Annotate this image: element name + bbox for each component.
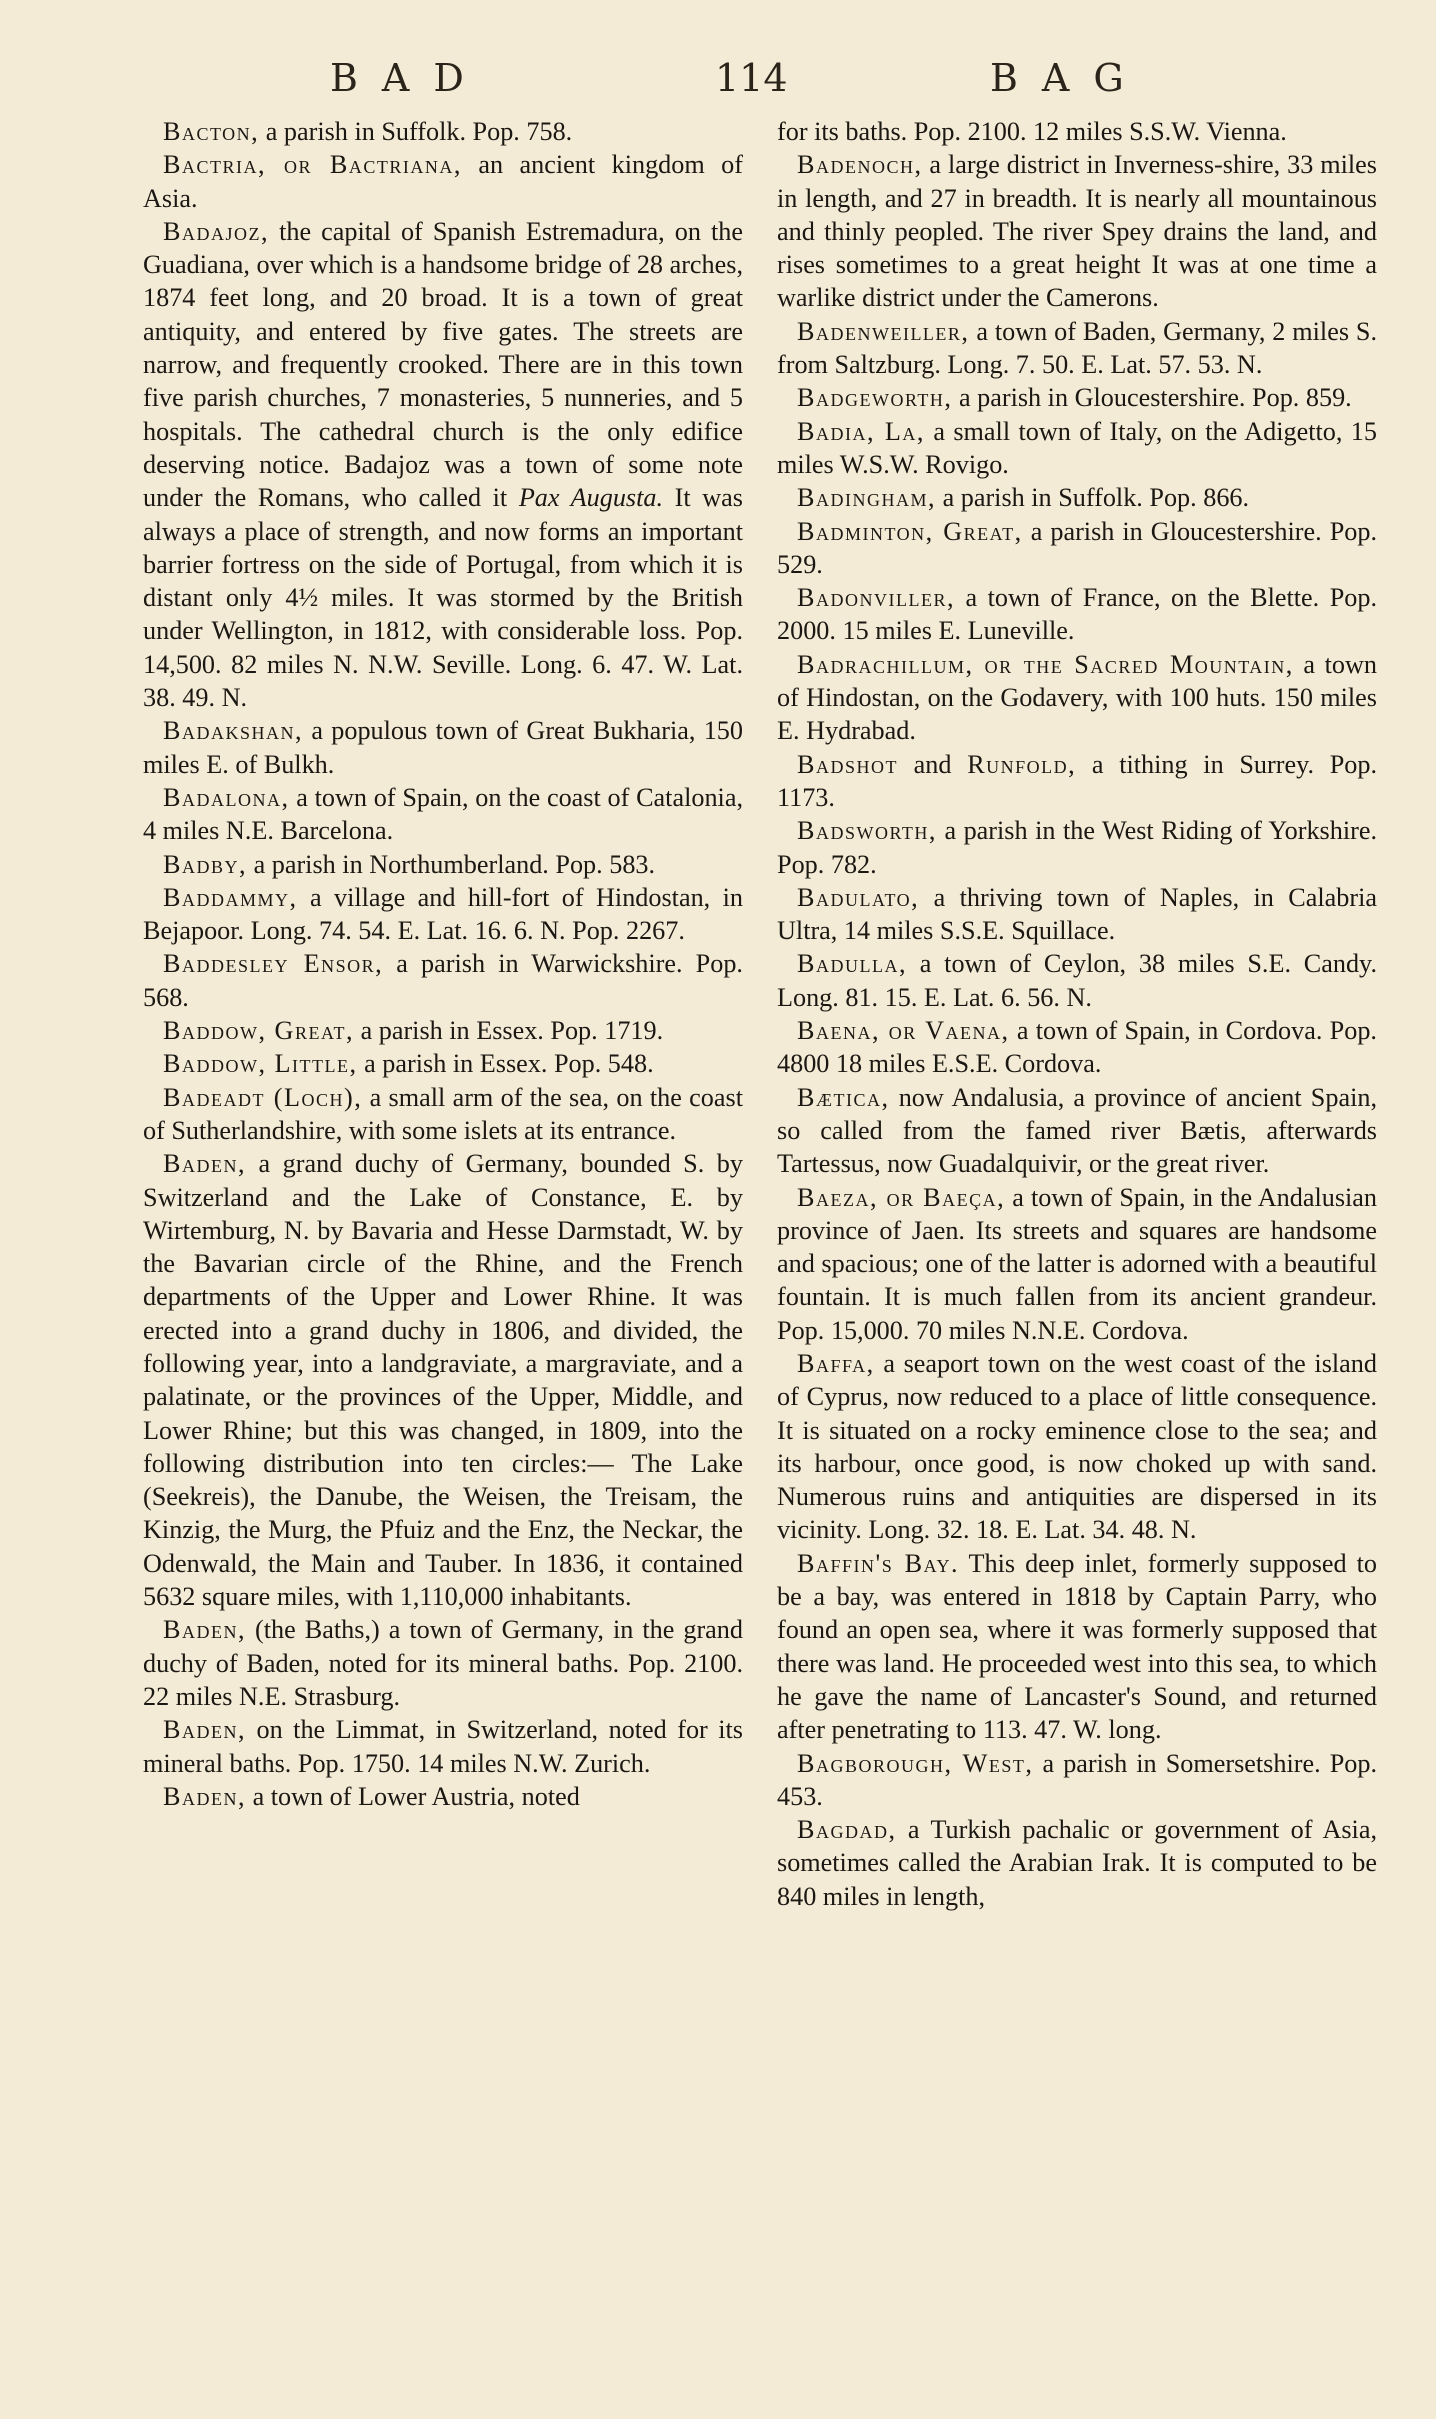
dictionary-entry [143,881,743,948]
dictionary-entry [143,148,743,215]
entry-text: (the Baths,) a town of Germany, in the grand duchy of Baden, noted for its mineral baths. Pop. 2100. 22 miles N.E. Strasburg. [143,1615,743,1711]
entry-headword: Badonviller, [797,583,955,613]
entry-text: a parish in Gloucestershire. Pop. 859. [952,383,1352,413]
dictionary-entry [143,1780,743,1813]
entry-text: a populous town of Great Bukharia, 150 miles E. of Bulkh. [143,716,743,779]
dictionary-entry [777,1181,1377,1347]
dictionary-entry [777,115,1377,148]
entry-headword: Bacton, [163,117,260,146]
entry-text: a large district in Inverness-shire, 33 miles in length, and 27 in breadth. It is nearly all mountainous and thinly peopled. The river Spey drains the land, and rises sometimes to a great height It was at one time a warlike district under the Camerons. [777,150,1377,313]
dictionary-entry [143,215,743,714]
page-number: 114 [715,56,788,100]
entry-headword: Bagdad, [797,1815,897,1845]
entry-text: a thriving town of Naples, in Calabria Ultra, 14 miles S.S.E. Squillace. [777,882,1377,946]
entry-text: a parish in Northumberland. Pop. 583. [247,849,656,879]
dictionary-entry [777,581,1377,648]
dictionary-entry [777,814,1377,881]
entry-headword: Bactria, or Bactriana, [163,150,462,180]
dictionary-entry [777,748,1377,815]
entry-headword: Badminton, Great, [797,516,1023,546]
entry-text: a parish in the West Riding of Yorkshire. Pop. 782. [777,816,1377,879]
entry-headword: Baena, or Vaena, [797,1016,1010,1046]
entry-headword: Badenoch, [797,150,923,180]
entry-text: a tithing in Surrey. Pop. 1173. [777,749,1377,812]
entry-headword: Badrachillum, or the Sacred Mountain, [797,649,1294,679]
entry-text: a town of Spain, in the Andalusian province of Jaen. Its streets and squares are handsome and spacious; one of the latter is adorned with a beautiful fountain. It is much fallen from its ancient grandeur. Pop. 15,000. 70 miles N.N.E. Cordova. [777,1182,1377,1345]
entry-headword: Badulato, [797,882,920,912]
dictionary-entry [143,1014,743,1047]
dictionary-entry [143,1147,743,1613]
entry-text: a town of Ceylon, 38 miles S.E. Candy. Long. 81. 15. E. Lat. 6. 56. N. [777,949,1377,1012]
entry-text: the capital of Spanish Estremadura, on the Guadiana, over which is a handsome bridge of 28 arches, 1874 feet long, and 20 broad. It is a town of great antiquity, and entered by five gates. The streets are narrow, and frequently crooked. There are in this town five parish churches, 7 monasteries, 5 nunneries, and 5 hospitals. The cathedral church is the only edifice deserving notice. Badajoz was a town of some note under the Romans, who called it [143,216,743,513]
dictionary-entry [777,947,1377,1014]
dictionary-entry [777,415,1377,482]
entry-headword: Runfold, [967,749,1077,779]
entry-text: a parish in Suffolk. Pop. 758. [259,117,573,146]
entry-text: a parish in Suffolk. Pop. 866. [936,483,1250,513]
entry-headword: Badenweiller, [797,316,970,346]
entry-headword: Badsworth, [797,816,937,846]
entry-text: now Andalusia, a province of ancient Spain, so called from the famed river Bætis, afterwards Tartessus, now Guadalquivir, or the great river. [777,1082,1377,1179]
entry-text: a town of France, on the Blette. Pop. 2000. 15 miles E. Luneville. [777,583,1377,646]
entry-headword: Baeza, or Baeça, [797,1182,1006,1212]
entry-headword: Baden, [163,1781,247,1811]
dictionary-entry [777,381,1377,414]
entry-headword: Badby, [163,849,248,879]
entry-headword: Badalona, [163,782,290,812]
entry-text: a town of Spain, in Cordova. Pop. 4800 18 miles E.S.E. Cordova. [777,1016,1377,1079]
entry-text: an ancient kingdom of Asia. [143,150,743,213]
header-left-word: BAD [330,56,488,100]
entry-headword: Baddow, Little, [163,1049,358,1079]
entry-text: for its baths. Pop. 2100. 12 miles S.S.W. Vienna. [777,117,1287,146]
entry-text: a village and hill-fort of Hindostan, in Bejapoor. Long. 74. 54. E. Lat. 16. 6. N. Pop. 2267. [143,882,743,946]
dictionary-entry [143,947,743,1014]
entry-text: a seaport town on the west coast of the island of Cyprus, now reduced to a place of little consequence. It is situated on a rocky eminence close to the sea; and its harbour, once good, is now choked up with sand. Numerous ruins and antiquities are dispersed in its vicinity. Long. 32. 18. E. Lat. 34. 48. N. [777,1348,1377,1545]
entry-text: and [897,749,968,779]
header-right-word: BAG [990,56,1148,100]
entry-text: a small arm of the sea, on the coast of Sutherlandshire, with some islets at its entrance. [143,1082,743,1145]
entry-headword: Bætica, [797,1082,890,1112]
dictionary-entry [777,1813,1377,1913]
dictionary-entry [143,115,743,148]
entry-headword: Baden, [163,1615,247,1645]
dictionary-entry [777,515,1377,582]
entry-text: a parish in Essex. Pop. 548. [357,1049,654,1079]
entry-italic-text: Pax Augusta. [518,483,664,513]
entry-text: a parish in Essex. Pop. 1719. [354,1016,664,1046]
dictionary-entry [777,648,1377,748]
entry-headword: Badulla, [797,949,908,979]
dictionary-entry [777,1347,1377,1547]
entry-headword: Baddammy, [163,882,298,912]
dictionary-entry [143,1047,743,1080]
entry-headword: Badgeworth, [797,383,953,413]
entry-headword: Baden, [163,1149,247,1179]
entry-text: This deep inlet, formerly supposed to be a bay, was entered in 1818 by Captain Parry, who found an open sea, where it was formerly supposed that there was land. He proceeded west into this sea, to which he gave the name of Lancaster's Sound, and returned after penetrating to 113. 47. W. long. [777,1548,1377,1745]
running-header [0,56,1436,106]
entry-text: a town of Baden, Germany, 2 miles S. from Saltzburg. Long. 7. 50. E. Lat. 57. 53. N. [777,316,1377,380]
entry-headword: Badeadt (Loch), [163,1082,363,1112]
entry-text: a town of Hindostan, on the Godavery, with 100 huts. 150 miles E. Hydrabad. [777,649,1377,746]
dictionary-entry [143,1713,743,1780]
entry-text: It was always a place of strength, and now forms an important barrier fortress on the side of Portugal, from which it is distant only 4½ miles. It was stormed by the British under Wellington, in 1812, with considerable loss. Pop. 14,500. 82 miles N. N.W. Seville. Long. 6. 47. W. Lat. 38. 49. N. [143,483,743,713]
dictionary-entry [777,148,1377,314]
dictionary-entry [143,1613,743,1713]
entry-text: a parish in Somersetshire. Pop. 453. [777,1748,1377,1811]
entry-text: a grand duchy of Germany, bounded S. by Switzerland and the Lake of Constance, E. by Wirtemburg, N. by Bavaria and Hesse Darmstadt, W. by the Bavarian circle of the Rhine, and the French departments of the Upper and Lower Rhine. It was erected into a grand duchy in 1806, and divided, the following year, into a landgraviate, a margraviate, and a palatinate, or the provinces of the Upper, Middle, and Lower Rhine; but this was changed, in 1809, into the following distribution into ten circles:— The Lake (Seekreis), the Danube, the Weisen, the Treisam, the Kinzig, the Murg, the Pfuiz and the Enz, the Neckar, the Odenwald, the Main and Tauber. In 1836, it contained 5632 square miles, with 1,110,000 inhabitants. [143,1149,743,1612]
dictionary-entry [777,1747,1377,1814]
dictionary-entry [777,881,1377,948]
entry-headword: Badajoz, [163,216,270,246]
dictionary-entry [143,714,743,781]
dictionary-entry [143,1081,743,1148]
right-column [777,115,1377,2405]
dictionary-entry [143,781,743,848]
dictionary-entry [777,1547,1377,1747]
entry-headword: Badia, La, [797,416,925,446]
entry-headword: Baddow, Great, [163,1016,355,1046]
entry-headword: Bagborough, West, [797,1748,1034,1778]
entry-headword: Baffa, [797,1348,875,1378]
dictionary-entry [777,481,1377,514]
entry-text: a town of Spain, on the coast of Catalonia, 4 miles N.E. Barcelona. [143,782,743,846]
entry-text: a town of Lower Austria, noted [246,1781,580,1811]
entry-text: a Turkish pachalic or government of Asia, sometimes called the Arabian Irak. It is computed to be 840 miles in length, [777,1815,1377,1911]
dictionary-entry [777,315,1377,382]
entry-headword: Badakshan, [163,716,304,746]
dictionary-entry [777,1014,1377,1081]
entry-headword: Baden, [163,1715,247,1745]
entry-headword: Baffin's Bay. [797,1548,960,1578]
entry-text: a small town of Italy, on the Adigetto, 15 miles W.S.W. Rovigo. [777,416,1377,479]
entry-text: on the Limmat, in Switzerland, noted for its mineral baths. Pop. 1750. 14 miles N.W. Zurich. [143,1715,743,1778]
entry-headword: Badshot [797,749,898,779]
left-column [143,115,743,2405]
entry-headword: Baddesley Ensor, [163,949,384,979]
entry-text: a parish in Gloucestershire. Pop. 529. [777,516,1377,579]
entry-text: a parish in Warwickshire. Pop. 568. [143,949,743,1012]
dictionary-entry [143,848,743,881]
entry-headword: Badingham, [797,483,937,513]
dictionary-entry [777,1081,1377,1181]
